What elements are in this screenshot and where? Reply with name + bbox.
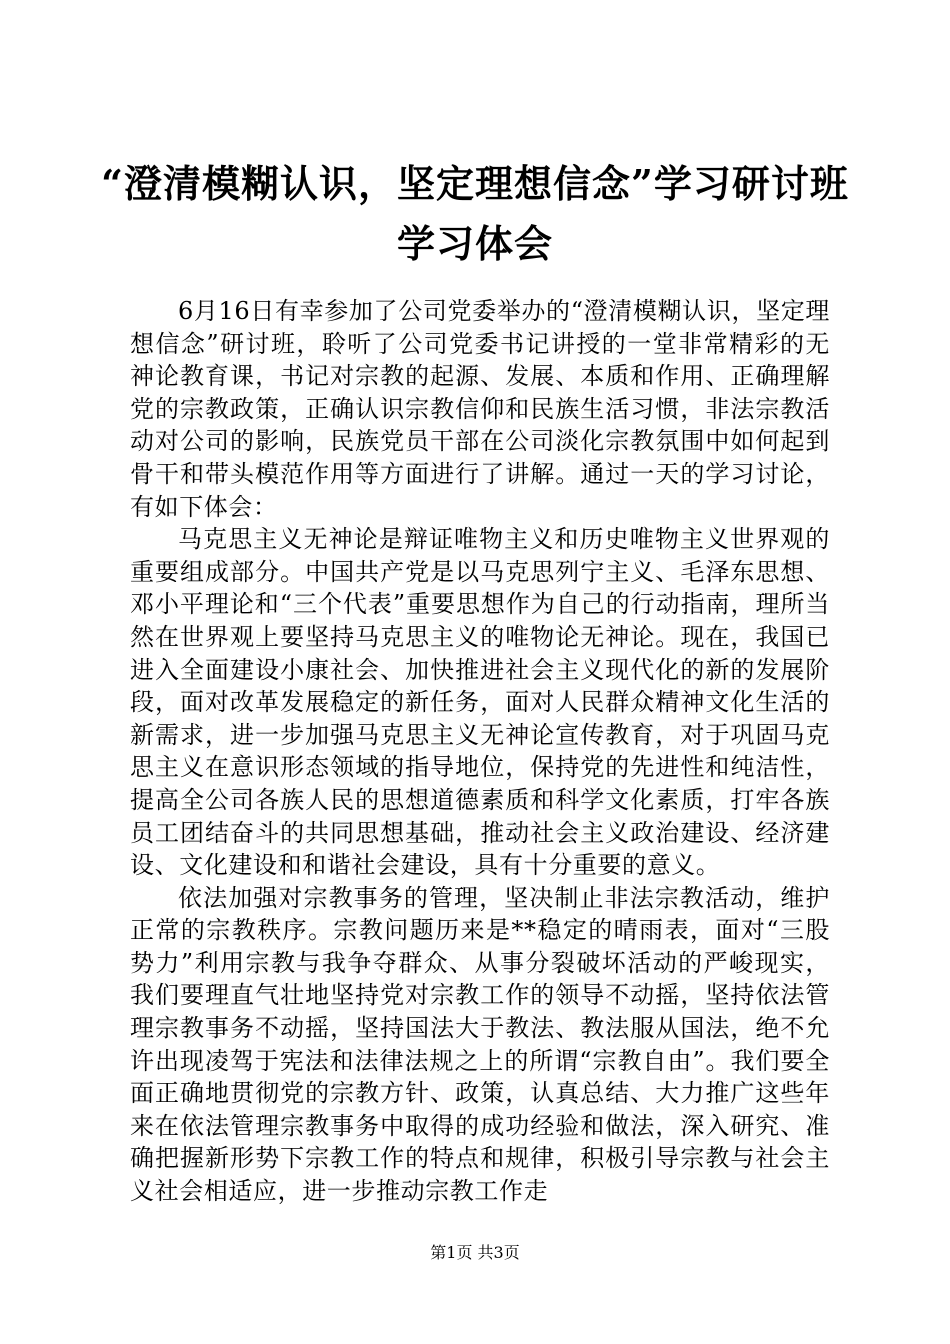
paragraph-3: 依法加强对宗教事务的管理，坚决制止非法宗教活动，维护正常的宗教秩序。宗教问题历来是**稳定的晴雨表，面对“三股势力”利用宗教与我争夺群众、从事分裂破坏活动的严峻现实，我们要理直气壮地坚持党对宗教工作的领导不动摇，坚持依法管理宗教事务不动摇，坚持国法大于教法、教法服从国法，绝不允许出现凌驾于宪法和法律法规之上的所谓“宗教自由”。我们要全面正确地贯彻党的宗教方针、政策，认真总结、大力推广这些年来在依法管理宗教事务中取得的成功经验和做法，深入研究、准确把握新形势下宗教工作的特点和规律，积极引导宗教与社会主义社会相适应，进一步推动宗教工作走 [130,883,830,1206]
document-body [130,295,830,1208]
document-title-line-2: 学习体会 [396,221,553,266]
document-title-line-1: “澄清模糊认识，坚定理想信念”学习研讨班 [101,161,849,206]
page-footer: 第1页 共3页 [430,1243,520,1262]
paragraph-2: 马克思主义无神论是辩证唯物主义和历史唯物主义世界观的重要组成部分。中国共产党是以马克思列宁主义、毛泽东思想、邓小平理论和“三个代表”重要思想作为自己的行动指南，理所当然在世界观上要坚持马克思主义的唯物论无神论。现在，我国已进入全面建设小康社会、加快推进社会主义现代化的新的发展阶段，面对改革发展稳定的新任务，面对人民群众精神文化生活的新需求，进一步加强马克思主义无神论宣传教育，对于巩固马克思主义在意识形态领域的指导地位，保持党的先进性和纯洁性，提高全公司各族人民的思想道德素质和科学文化素质，打牢各族员工团结奋斗的共同思想基础，推动社会主义政治建设、经济建设、文化建设和和谐社会建设，具有十分重要的意义。 [130,525,830,880]
paragraph-1: 6月16日有幸参加了公司党委举办的“澄清模糊认识，坚定理想信念”研讨班，聆听了公司党委书记讲授的一堂非常精彩的无神论教育课，书记对宗教的起源、发展、本质和作用、正确理解党的宗教政策，正确认识宗教信仰和民族生活习惯，非法宗教活动对公司的影响，民族党员干部在公司淡化宗教氛围中如何起到骨干和带头模范作用等方面进行了讲解。通过一天的学习讨论，有如下体会： [130,297,830,521]
